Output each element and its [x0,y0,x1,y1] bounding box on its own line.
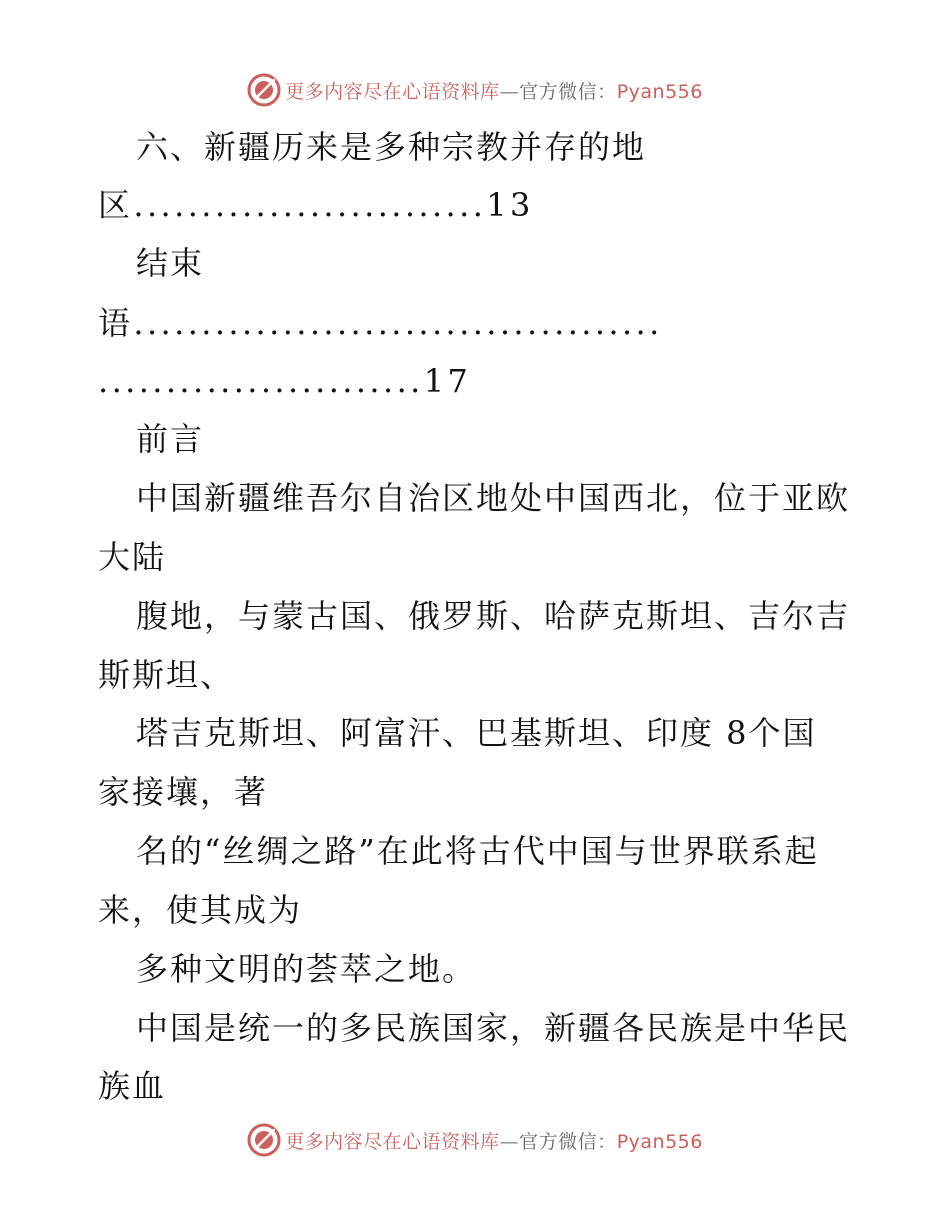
banner-label: 官方微信： [519,1130,617,1153]
paragraph-line: 名的“丝绸之路”在此将古代中国与世界联系起 [136,832,819,870]
paragraph-line: 族血 [98,1067,167,1105]
brand-logo-icon [247,1123,281,1157]
toc-entry-line: 语....................................... [98,304,663,342]
banner-wechat-id: Pyan556 [616,80,703,103]
banner-wechat-id: Pyan556 [616,1130,703,1153]
paragraph-line: 中国新疆维吾尔自治区地处中国西北，位于亚欧 [136,479,851,517]
paragraph-line: 中国是统一的多民族国家，新疆各民族是中华民 [136,1009,851,1047]
paragraph-line: 斯斯坦、 [98,656,235,694]
toc-entry-line: ........................17 [98,362,472,400]
paragraph-line: 来，使其成为 [98,891,303,929]
doc-line: 六、新疆历来是多种宗教并存的地 [136,128,647,166]
doc-line: 结束 [136,244,205,282]
paragraph-line: 家接壤，著 [98,773,269,811]
footer-watermark [0,1120,950,1160]
banner-separator: — [499,1130,520,1153]
paragraph-line: 大陆 [98,538,167,576]
banner-main-text: 更多内容尽在心语资料库 [285,80,500,103]
toc-entry-line: 区..........................13 [98,186,534,224]
paragraph-line: 腹地，与蒙古国、俄罗斯、哈萨克斯坦、吉尔吉 [136,597,851,635]
paragraph-line: 多种文明的荟萃之地。 [136,950,477,988]
banner-separator: — [499,80,520,103]
banner-main-text: 更多内容尽在心语资料库 [285,1130,500,1153]
paragraph-line: 塔吉克斯坦、阿富汗、巴基斯坦、印度 8个国 [136,714,817,752]
banner-label: 官方微信： [519,80,617,103]
section-heading: 前言 [136,420,205,458]
